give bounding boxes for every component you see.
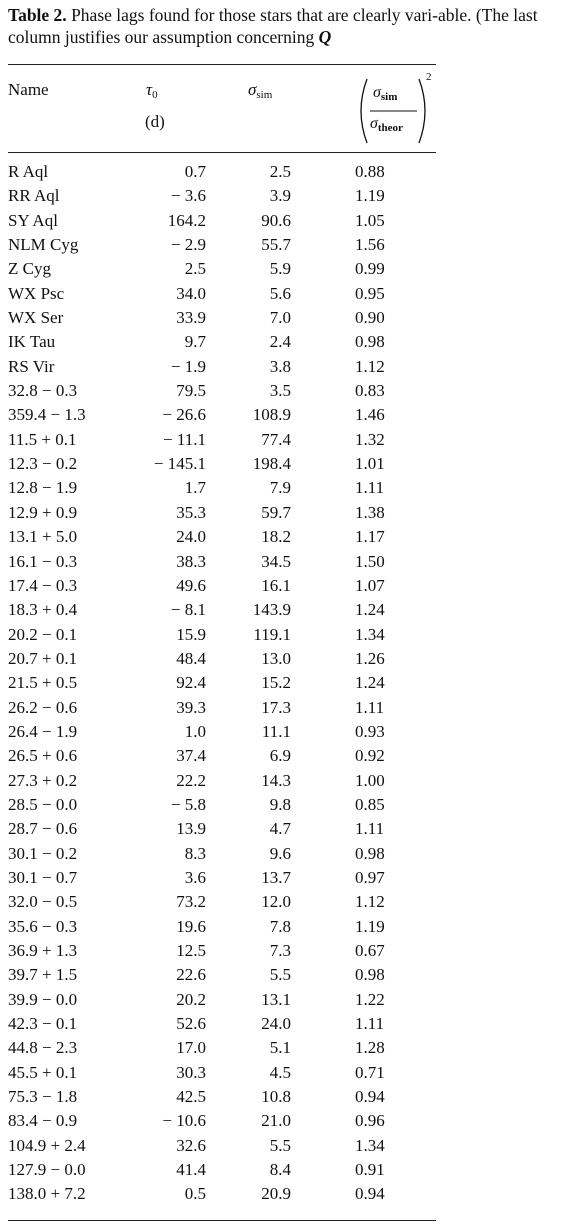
cell-tau: 19.6 <box>176 916 206 936</box>
cell-sigma-sim: 143.9 <box>252 600 291 620</box>
cell-name: 75.3 − 1.8 <box>8 1087 78 1107</box>
table-label: Table 2. <box>8 5 67 25</box>
table-row <box>0 525 440 549</box>
cell-tau: 73.2 <box>176 892 206 912</box>
cell-name: Z Cyg <box>8 259 51 279</box>
ratio-denominator: σtheor <box>370 115 403 134</box>
cell-ratio: 1.11 <box>355 697 385 717</box>
cell-sigma-sim: 34.5 <box>261 551 291 571</box>
cell-tau: 92.4 <box>176 673 206 693</box>
cell-tau: 0.5 <box>184 1184 206 1204</box>
cell-tau: 1.0 <box>184 721 206 741</box>
cell-tau: 17.0 <box>176 1038 206 1058</box>
tau-symbol: τ <box>146 80 153 99</box>
cell-name: WX Psc <box>8 283 65 303</box>
cell-sigma-sim: 59.7 <box>261 502 291 522</box>
cell-name: 12.9 + 0.9 <box>8 502 78 522</box>
header-tau <box>146 80 158 100</box>
cell-sigma-sim: 5.9 <box>269 259 291 279</box>
tau-subscript: 0 <box>152 89 158 101</box>
cell-ratio: 1.05 <box>355 210 385 230</box>
cell-tau: − 10.6 <box>162 1111 206 1131</box>
cell-ratio: 1.24 <box>355 600 385 620</box>
cell-ratio: 0.88 <box>355 162 385 181</box>
ratio-exponent: 2 <box>426 71 432 83</box>
cell-ratio: 1.22 <box>355 989 385 1009</box>
cell-ratio: 1.19 <box>355 916 385 936</box>
cell-tau: 164.2 <box>167 210 206 230</box>
cell-sigma-sim: 90.6 <box>261 210 291 230</box>
cell-name: 32.0 − 0.5 <box>8 892 78 912</box>
cell-sigma-sim: 3.8 <box>269 356 291 376</box>
table-body <box>0 160 440 1207</box>
cell-name: 127.9 − 0.0 <box>8 1160 86 1180</box>
cell-ratio: 0.98 <box>355 332 385 352</box>
table-row <box>0 1085 440 1109</box>
table-row <box>0 890 440 914</box>
header-rule <box>8 152 436 153</box>
cell-sigma-sim: 16.1 <box>261 575 291 595</box>
header-tau-unit: (d) <box>145 112 165 131</box>
cell-name: 26.5 + 0.6 <box>8 746 78 766</box>
cell-ratio: 1.07 <box>355 575 385 595</box>
cell-sigma-sim: 4.5 <box>269 1062 291 1082</box>
cell-ratio: 1.24 <box>355 673 385 693</box>
bottom-rule <box>8 1220 436 1221</box>
table-row <box>0 403 440 427</box>
cell-tau: 30.3 <box>176 1062 206 1082</box>
cell-name: 16.1 − 0.3 <box>8 551 78 571</box>
cell-sigma-sim: 5.5 <box>269 1135 291 1155</box>
cell-ratio: 1.32 <box>355 429 385 449</box>
table-row <box>0 452 440 476</box>
table-row <box>0 817 440 841</box>
table-row <box>0 257 440 281</box>
cell-name: 45.5 + 0.1 <box>8 1062 78 1082</box>
cell-sigma-sim: 5.5 <box>269 965 291 985</box>
table-row <box>0 1182 440 1206</box>
cell-tau: 20.2 <box>176 989 206 1009</box>
cell-ratio: 1.12 <box>355 892 385 912</box>
cell-tau: 52.6 <box>176 1014 206 1034</box>
cell-name: 28.7 − 0.6 <box>8 819 78 839</box>
caption-text: Phase lags found for those stars that are clearly vari-able. (The last column justifies our assumption concerning <box>8 5 538 47</box>
cell-sigma-sim: 10.8 <box>261 1087 291 1107</box>
table-row <box>0 306 440 330</box>
cell-name: 138.0 + 7.2 <box>8 1184 86 1204</box>
table-row <box>0 209 440 233</box>
ratio-numerator: σsim <box>373 84 398 103</box>
sigma-symbol: σ <box>248 80 257 99</box>
table-row <box>0 696 440 720</box>
cell-sigma-sim: 20.9 <box>261 1184 291 1204</box>
cell-name: SY Aql <box>8 210 58 230</box>
table-row <box>0 1061 440 1085</box>
cell-ratio: 1.28 <box>355 1038 385 1058</box>
table-row <box>0 623 440 647</box>
cell-name: WX Ser <box>8 308 64 328</box>
table-row <box>0 866 440 890</box>
cell-ratio: 0.90 <box>355 308 385 328</box>
cell-tau: 37.4 <box>176 746 206 766</box>
table-row <box>0 1012 440 1036</box>
cell-tau: 1.7 <box>184 478 206 498</box>
table-row <box>0 574 440 598</box>
header-sigma-sim <box>248 80 272 100</box>
cell-tau: 24.0 <box>176 527 206 547</box>
cell-tau: 8.3 <box>184 843 206 863</box>
cell-tau: 0.7 <box>184 162 206 181</box>
cell-tau: 32.6 <box>176 1135 206 1155</box>
table-row <box>0 915 440 939</box>
cell-name: RS Vir <box>8 356 55 376</box>
cell-sigma-sim: 2.4 <box>269 332 291 352</box>
cell-tau: − 5.8 <box>170 794 206 814</box>
cell-name: 83.4 − 0.9 <box>8 1111 78 1131</box>
table-row <box>0 1134 440 1158</box>
cell-ratio: 0.96 <box>355 1111 385 1131</box>
cell-name: 42.3 − 0.1 <box>8 1014 78 1034</box>
cell-tau: 34.0 <box>176 283 206 303</box>
cell-tau: 22.6 <box>176 965 206 985</box>
cell-ratio: 0.83 <box>355 381 385 401</box>
table-row <box>0 1036 440 1060</box>
table-row <box>0 160 440 184</box>
top-rule <box>8 64 436 65</box>
cell-sigma-sim: 7.3 <box>269 941 291 960</box>
cell-name: 20.7 + 0.1 <box>8 648 78 668</box>
cell-sigma-sim: 11.1 <box>261 721 291 741</box>
cell-name: 44.8 − 2.3 <box>8 1038 78 1058</box>
table-row <box>0 282 440 306</box>
cell-sigma-sim: 2.5 <box>269 162 291 181</box>
table-row <box>0 647 440 671</box>
cell-tau: 79.5 <box>176 381 206 401</box>
cell-tau: 39.3 <box>176 697 206 717</box>
cell-tau: 12.5 <box>176 941 206 960</box>
cell-sigma-sim: 13.1 <box>261 989 291 1009</box>
cell-tau: 2.5 <box>184 259 206 279</box>
cell-name: 27.3 + 0.2 <box>8 770 78 790</box>
cell-ratio: 1.00 <box>355 770 385 790</box>
cell-tau: 48.4 <box>176 648 206 668</box>
cell-ratio: 1.46 <box>355 405 385 425</box>
cell-name: 30.1 − 0.2 <box>8 843 78 863</box>
cell-name: 17.4 − 0.3 <box>8 575 78 595</box>
cell-name: 39.7 + 1.5 <box>8 965 78 985</box>
cell-tau: 35.3 <box>176 502 206 522</box>
cell-tau: 9.7 <box>184 332 206 352</box>
cell-sigma-sim: 12.0 <box>261 892 291 912</box>
cell-sigma-sim: 9.6 <box>269 843 291 863</box>
cell-name: 39.9 − 0.0 <box>8 989 78 1009</box>
cell-ratio: 1.34 <box>355 624 385 644</box>
cell-sigma-sim: 55.7 <box>261 235 291 255</box>
cell-name: 20.2 − 0.1 <box>8 624 78 644</box>
cell-ratio: 0.98 <box>355 843 385 863</box>
cell-ratio: 0.93 <box>355 721 385 741</box>
table-row <box>0 428 440 452</box>
cell-ratio: 0.92 <box>355 746 385 766</box>
cell-name: 12.3 − 0.2 <box>8 454 78 474</box>
cell-name: 35.6 − 0.3 <box>8 916 78 936</box>
cell-ratio: 1.50 <box>355 551 385 571</box>
cell-name: NLM Cyg <box>8 235 79 255</box>
table-row <box>0 769 440 793</box>
cell-tau: − 2.9 <box>170 235 206 255</box>
cell-sigma-sim: 21.0 <box>261 1111 291 1131</box>
cell-sigma-sim: 7.9 <box>269 478 291 498</box>
cell-sigma-sim: 108.9 <box>252 405 291 425</box>
cell-name: 13.1 + 5.0 <box>8 527 78 547</box>
cell-sigma-sim: 5.6 <box>269 283 291 303</box>
table-row <box>0 720 440 744</box>
cell-ratio: 1.38 <box>355 502 385 522</box>
cell-ratio: 0.85 <box>355 794 385 814</box>
cell-ratio: 1.11 <box>355 819 385 839</box>
cell-tau: − 3.6 <box>170 186 206 206</box>
cell-name: 30.1 − 0.7 <box>8 867 78 887</box>
cell-sigma-sim: 14.3 <box>261 770 291 790</box>
cell-sigma-sim: 7.8 <box>269 916 291 936</box>
cell-sigma-sim: 77.4 <box>261 429 291 449</box>
cell-sigma-sim: 8.4 <box>269 1160 291 1180</box>
cell-name: 11.5 + 0.1 <box>8 429 77 449</box>
cell-name: 36.9 + 1.3 <box>8 941 78 960</box>
table-row <box>0 476 440 500</box>
cell-name: RR Aql <box>8 186 60 206</box>
cell-name: 18.3 + 0.4 <box>8 600 78 620</box>
cell-name: 21.5 + 0.5 <box>8 673 78 693</box>
cell-tau: 22.2 <box>176 770 206 790</box>
cell-name: 104.9 + 2.4 <box>8 1135 86 1155</box>
cell-tau: 13.9 <box>176 819 206 839</box>
table-row <box>0 671 440 695</box>
cell-tau: 33.9 <box>176 308 206 328</box>
cell-sigma-sim: 7.0 <box>269 308 291 328</box>
cell-ratio: 0.98 <box>355 965 385 985</box>
cell-sigma-sim: 3.5 <box>269 381 291 401</box>
cell-ratio: 1.01 <box>355 454 385 474</box>
table-row <box>0 842 440 866</box>
cell-sigma-sim: 18.2 <box>261 527 291 547</box>
cell-sigma-sim: 198.4 <box>252 454 291 474</box>
cell-name: 32.8 − 0.3 <box>8 381 78 401</box>
cell-ratio: 0.99 <box>355 259 385 279</box>
cell-ratio: 1.56 <box>355 235 385 255</box>
table-row <box>0 1109 440 1133</box>
cell-ratio: 0.71 <box>355 1062 385 1082</box>
caption-symbol-q: Q <box>318 27 332 47</box>
cell-ratio: 0.67 <box>355 941 385 960</box>
cell-name: 26.2 − 0.6 <box>8 697 78 717</box>
cell-sigma-sim: 9.8 <box>269 794 291 814</box>
cell-ratio: 1.19 <box>355 186 385 206</box>
table-row <box>0 939 440 963</box>
cell-tau: 42.5 <box>176 1087 206 1107</box>
cell-name: IK Tau <box>8 332 56 352</box>
table-caption <box>8 4 560 48</box>
table-row <box>0 963 440 987</box>
cell-ratio: 0.95 <box>355 283 385 303</box>
cell-name: 359.4 − 1.3 <box>8 405 86 425</box>
cell-ratio: 1.12 <box>355 356 385 376</box>
cell-tau: − 1.9 <box>170 356 206 376</box>
table-row <box>0 550 440 574</box>
cell-name: 28.5 − 0.0 <box>8 794 78 814</box>
cell-ratio: 0.94 <box>355 1087 385 1107</box>
cell-tau: 3.6 <box>184 867 206 887</box>
table-row <box>0 1158 440 1182</box>
cell-sigma-sim: 3.9 <box>269 186 291 206</box>
cell-sigma-sim: 6.9 <box>269 746 291 766</box>
table-row <box>0 355 440 379</box>
cell-ratio: 1.17 <box>355 527 385 547</box>
cell-sigma-sim: 119.1 <box>253 624 291 644</box>
table-row <box>0 233 440 257</box>
cell-ratio: 1.34 <box>355 1135 385 1155</box>
cell-sigma-sim: 17.3 <box>261 697 291 717</box>
cell-sigma-sim: 13.0 <box>261 648 291 668</box>
cell-sigma-sim: 15.2 <box>261 673 291 693</box>
cell-tau: 41.4 <box>176 1160 206 1180</box>
cell-ratio: 1.11 <box>355 478 385 498</box>
cell-ratio: 0.97 <box>355 867 385 887</box>
cell-sigma-sim: 13.7 <box>261 867 291 887</box>
cell-sigma-sim: 24.0 <box>261 1014 291 1034</box>
cell-name: 26.4 − 1.9 <box>8 721 78 741</box>
table-row <box>0 379 440 403</box>
table-row <box>0 793 440 817</box>
table-row <box>0 598 440 622</box>
cell-tau: 38.3 <box>176 551 206 571</box>
cell-ratio: 1.11 <box>355 1014 385 1034</box>
cell-sigma-sim: 5.1 <box>269 1038 291 1058</box>
table-row <box>0 988 440 1012</box>
cell-tau: − 11.1 <box>163 429 206 449</box>
header-name: Name <box>8 80 49 99</box>
cell-ratio: 0.94 <box>355 1184 385 1204</box>
header-ratio-squared <box>353 71 433 147</box>
table-row <box>0 501 440 525</box>
sigma-subscript: sim <box>256 89 273 101</box>
table-row <box>0 330 440 354</box>
cell-tau: − 26.6 <box>162 405 206 425</box>
cell-tau: − 8.1 <box>170 600 206 620</box>
cell-name: 12.8 − 1.9 <box>8 478 78 498</box>
cell-tau: 15.9 <box>176 624 206 644</box>
table-row <box>0 744 440 768</box>
cell-tau: − 145.1 <box>153 454 206 474</box>
cell-ratio: 1.26 <box>355 648 385 668</box>
table-row <box>0 184 440 208</box>
cell-tau: 49.6 <box>176 575 206 595</box>
cell-ratio: 0.91 <box>355 1160 385 1180</box>
cell-name: R Aql <box>8 162 49 181</box>
cell-sigma-sim: 4.7 <box>269 819 291 839</box>
